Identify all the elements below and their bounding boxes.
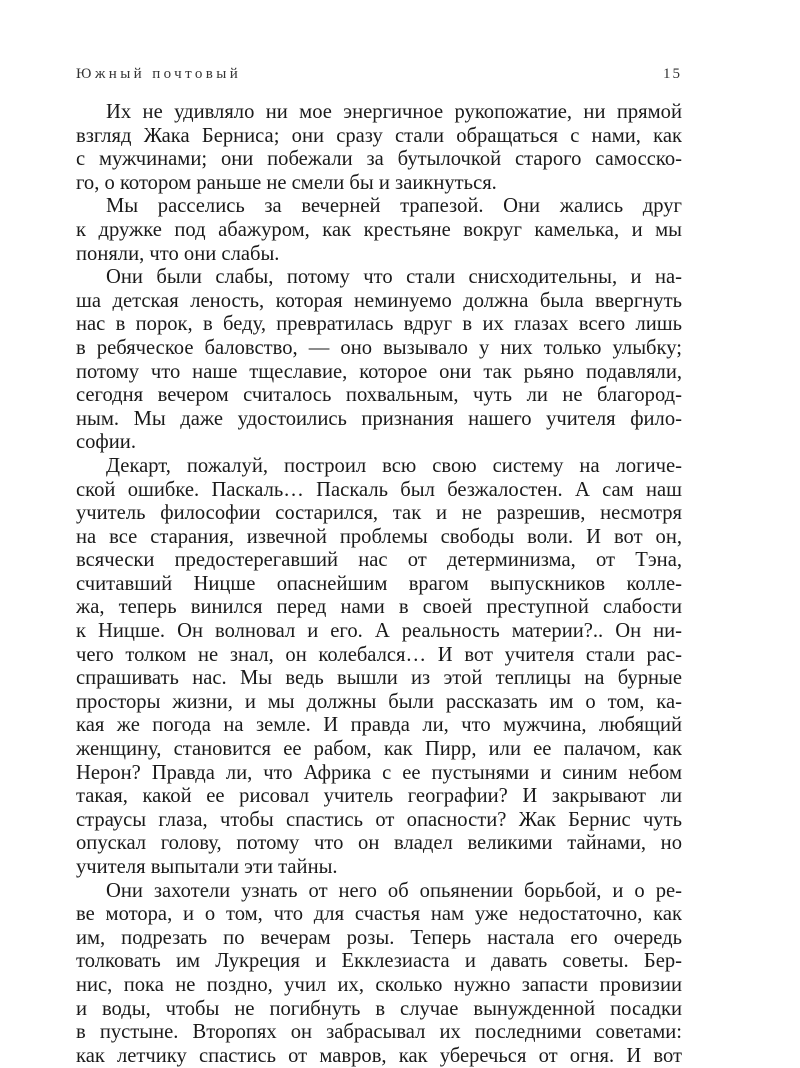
text-line: толковать им Лукреция и Екклезиаста и давать советы. Бер- <box>76 950 682 973</box>
text-line: на все старания, извечной проблемы свободы воли. И вот он, <box>76 525 682 548</box>
running-title: Южный почтовый <box>76 66 242 82</box>
text-line: поняли, что они слабы. <box>76 242 280 265</box>
text-line: женщину, становится ее рабом, как Пирр, или ее палачом, как <box>76 738 682 761</box>
text-line: считавший Ницше опаснейшим врагом выпускников колле- <box>76 572 682 595</box>
text-line: Они были слабы, потому что стали снисходительны, и на- <box>106 266 682 289</box>
text-line: Мы расселись за вечерней трапезой. Они жались друг <box>106 195 682 218</box>
text-line: кая же погода на земле. И правда ли, что мужчина, любящий <box>76 714 682 737</box>
text-line: жа, теперь винился перед нами в своей преступной слабости <box>76 596 682 619</box>
text-line: учителя выпытали эти тайны. <box>76 856 338 878</box>
text-line: спрашивать нас. Мы ведь вышли из этой теплицы на бурные <box>76 667 682 690</box>
text-line: чего толком не знал, он колебался… И вот учителя стали рас- <box>76 643 682 666</box>
text-line: страусы глаза, чтобы спастись от опасности? Жак Бернис чуть <box>76 808 682 831</box>
text-line: в ребяческое баловство, — оно вызывало у них только улыбку; <box>76 336 682 359</box>
text-line: Нерон? Правда ли, что Африка с ее пустынями и синим небом <box>76 761 682 784</box>
text-line: учитель философии состарился, так и не разрешив, несмотря <box>76 502 682 525</box>
text-line: го, о котором раньше не смели бы и заикнуться. <box>76 171 497 194</box>
text-line: ша детская леность, которая неминуемо должна была ввергнуть <box>76 289 682 312</box>
running-head <box>76 66 682 88</box>
text-line: просторы жизни, и мы должны были рассказать им о том, ка- <box>76 690 682 713</box>
text-line: им, подрезать по вечерам розы. Теперь настала его очередь <box>76 926 682 949</box>
text-line: в пустыне. Второпях он забрасывал их последними советами: <box>76 1021 682 1044</box>
book-page <box>76 0 682 1067</box>
text-line: ской ошибке. Паскаль… Паскаль был безжалостен. А сам наш <box>76 478 682 501</box>
text-line: взгляд Жака Берниса; они сразу стали обращаться с нами, как <box>76 124 682 147</box>
text-line: потому что наше тщеславие, которое они так рьяно подавляли, <box>76 360 682 383</box>
text-line: ным. Мы даже удостоились признания нашего учителя фило- <box>76 407 682 430</box>
text-line: Декарт, пожалуй, построил всю свою систему на логиче- <box>106 454 682 477</box>
text-line: всячески предостерегавший нас от детерминизма, от Тэна, <box>76 549 682 572</box>
text-line: как летчику спастись от мавров, как уберечься от огня. И вот <box>76 1044 682 1067</box>
text-line: софии. <box>76 431 136 454</box>
text-line: и воды, чтобы не погибнуть в случае вынужденной посадки <box>76 997 682 1020</box>
text-line: опускал голову, потому что он владел великими тайнами, но <box>76 832 682 855</box>
text-line: такая, какой ее рисовал учитель географии? И закрывают ли <box>76 785 682 808</box>
page-number: 15 <box>663 66 682 82</box>
text-line: нис, пока не поздно, учил их, сколько нужно запасти провизии <box>76 973 682 996</box>
text-line: нас в порок, в беду, превратилась вдруг в их глазах всего лишь <box>76 313 682 336</box>
text-line: к дружке под абажуром, как крестьяне вокруг камелька, и мы <box>76 218 682 241</box>
text-line: с мужчинами; они побежали за бутылочкой старого самосско- <box>76 148 682 171</box>
text-line: Их не удивляло ни мое энергичное рукопожатие, ни прямой <box>106 101 682 123</box>
text-line: Они захотели узнать от него об опьянении борьбой, и о ре- <box>106 879 682 902</box>
body-text <box>76 101 682 1068</box>
text-line: ве мотора, и о том, что для счастья нам уже недостаточно, как <box>76 903 682 926</box>
text-line: сегодня вечером считалось похвальным, чуть ли не благород- <box>76 384 682 407</box>
text-line: к Ницше. Он волновал и его. А реальность материи?.. Он ни- <box>76 620 682 643</box>
